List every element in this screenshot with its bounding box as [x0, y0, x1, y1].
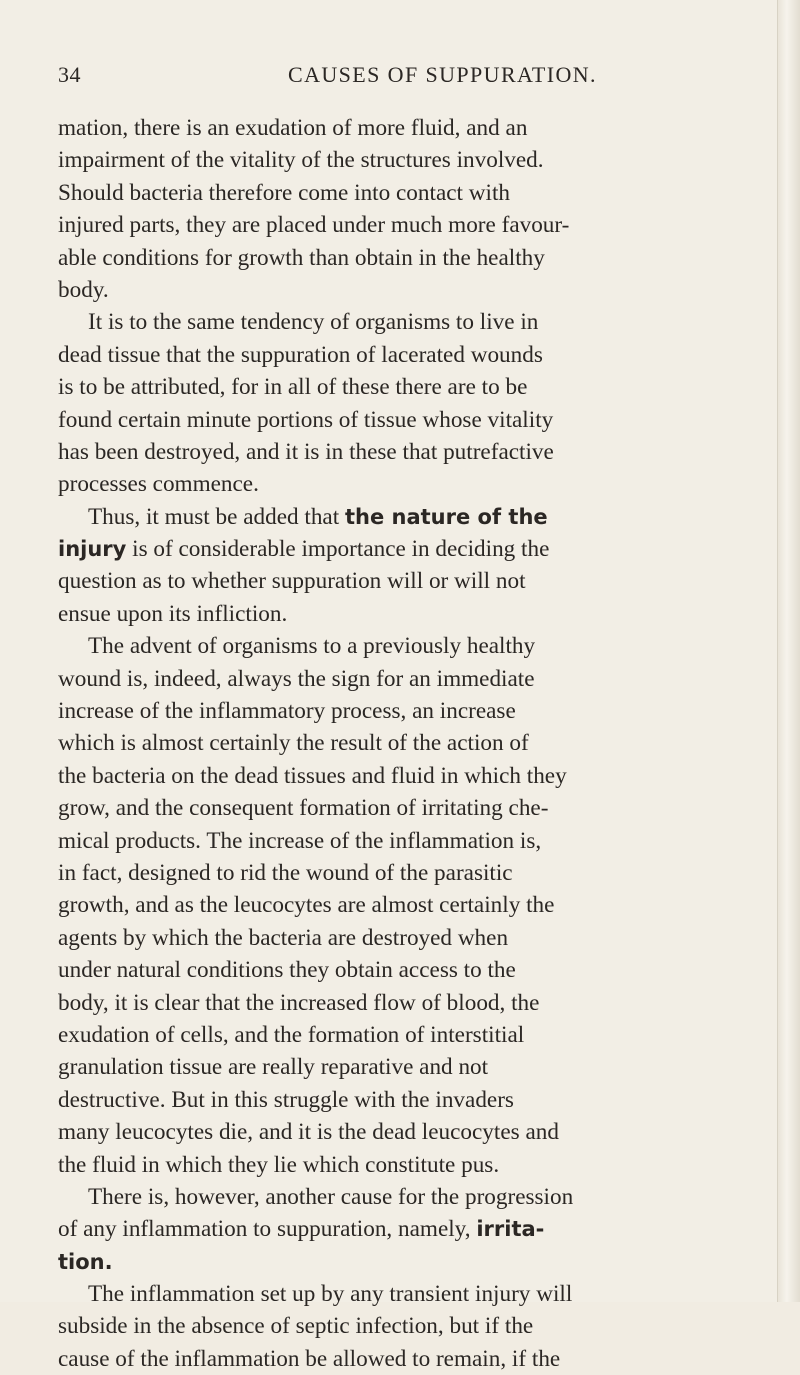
- text-run: There is, however, another cause for the progression: [88, 1183, 574, 1210]
- text-line: [58, 663, 758, 695]
- text-run: the fluid in which they lie which constitute pus.: [58, 1151, 500, 1178]
- text-line: [58, 339, 758, 371]
- text-line: [58, 1181, 758, 1213]
- text-run: The inflammation set up by any transient injury will: [88, 1281, 573, 1308]
- text-line: [58, 954, 758, 986]
- text-line: [58, 630, 758, 662]
- text-line: [58, 727, 758, 759]
- text-run: many leucocytes die, and it is the dead leucocytes and: [58, 1119, 559, 1146]
- text-run: Thus, it must be added that: [88, 503, 345, 530]
- text-line: [58, 306, 758, 338]
- text-line: [58, 1149, 758, 1181]
- text-line: [58, 1084, 758, 1116]
- text-run: is of considerable importance in deciding the: [126, 536, 550, 563]
- text-line: [58, 533, 758, 565]
- body-text: [58, 112, 758, 1375]
- text-run: mical products. The increase of the inflammation is,: [58, 827, 542, 854]
- text-run: It is to the same tendency of organisms to live in: [88, 309, 539, 336]
- text-run: grow, and the consequent formation of irritating che-: [58, 795, 549, 822]
- text-line: [58, 1116, 758, 1148]
- text-run: destructive. But in this struggle with the invaders: [58, 1086, 514, 1113]
- bold-phrase: the nature of the: [344, 504, 548, 529]
- text-line: [58, 922, 758, 954]
- text-run: Should bacteria therefore come into contact with: [58, 179, 510, 206]
- text-line: [58, 371, 758, 403]
- text-run: growth, and as the leucocytes are almost certainly the: [58, 892, 555, 919]
- text-run: cause of the inflammation be allowed to remain, if the: [58, 1345, 561, 1372]
- text-line: [58, 112, 758, 144]
- text-line: [58, 857, 758, 889]
- text-line: [58, 468, 758, 500]
- text-line: [58, 242, 758, 274]
- running-title: CAUSES OF SUPPURATION.: [288, 62, 597, 87]
- text-line: [58, 144, 758, 176]
- text-run: body, it is clear that the increased flow of blood, the: [58, 989, 540, 1016]
- text-run: question as to whether suppuration will or will not: [58, 568, 526, 595]
- text-run: granulation tissue are really reparative and not: [58, 1054, 489, 1081]
- text-line: [58, 760, 758, 792]
- text-run: wound is, indeed, always the sign for an immediate: [58, 665, 535, 692]
- text-run: processes commence.: [58, 471, 259, 498]
- text-line: [58, 598, 758, 630]
- text-run: dead tissue that the suppuration of lacerated wounds: [58, 341, 543, 368]
- text-line: [58, 274, 758, 306]
- text-line: [58, 436, 758, 468]
- page-number: 34: [58, 62, 81, 87]
- text-line: [58, 1278, 758, 1310]
- text-line: [58, 889, 758, 921]
- text-line: [58, 825, 758, 857]
- text-run: The advent of organisms to a previously healthy: [88, 633, 536, 660]
- text-line: [58, 987, 758, 1019]
- text-run: subside in the absence of septic infection, but if the: [58, 1313, 534, 1340]
- text-line: [58, 695, 758, 727]
- text-run: able conditions for growth than obtain in the healthy: [58, 244, 545, 271]
- text-run: the bacteria on the dead tissues and fluid in which they: [58, 762, 567, 789]
- text-line: [58, 404, 758, 436]
- text-run: ensue upon its infliction.: [58, 600, 288, 627]
- text-line: [58, 501, 758, 533]
- text-run: under natural conditions they obtain access to the: [58, 957, 516, 984]
- text-run: increase of the inflammatory process, an increase: [58, 698, 516, 725]
- text-line: [58, 1343, 758, 1375]
- text-line: [58, 177, 758, 209]
- text-line: [58, 565, 758, 597]
- text-run: exudation of cells, and the formation of interstitial: [58, 1021, 525, 1048]
- text-line: [58, 1246, 758, 1278]
- bold-phrase: injury: [58, 537, 127, 562]
- text-run: has been destroyed, and it is in these that putrefactive: [58, 438, 554, 465]
- text-line: [58, 1310, 758, 1342]
- text-run: agents by which the bacteria are destroyed when: [58, 924, 509, 951]
- page-edge: [777, 0, 800, 1302]
- bold-phrase: tion.: [58, 1249, 113, 1274]
- text-run: of any inflammation to suppuration, namely,: [58, 1216, 477, 1243]
- text-line: [58, 792, 758, 824]
- text-run: injured parts, they are placed under much more favour-: [58, 212, 570, 239]
- text-run: found certain minute portions of tissue whose vitality: [58, 406, 554, 433]
- text-run: body.: [58, 276, 109, 303]
- text-line: [58, 1019, 758, 1051]
- running-header: [58, 62, 658, 96]
- text-run: is to be attributed, for in all of these there are to be: [58, 374, 528, 401]
- text-run: impairment of the vitality of the structures involved.: [58, 147, 544, 174]
- text-run: in fact, designed to rid the wound of the parasitic: [58, 859, 513, 886]
- text-run: which is almost certainly the result of the action of: [58, 730, 529, 757]
- text-line: [58, 1213, 758, 1245]
- bold-phrase: irrita-: [476, 1217, 545, 1242]
- text-line: [58, 1051, 758, 1083]
- text-run: mation, there is an exudation of more fluid, and an: [58, 115, 528, 141]
- text-line: [58, 209, 758, 241]
